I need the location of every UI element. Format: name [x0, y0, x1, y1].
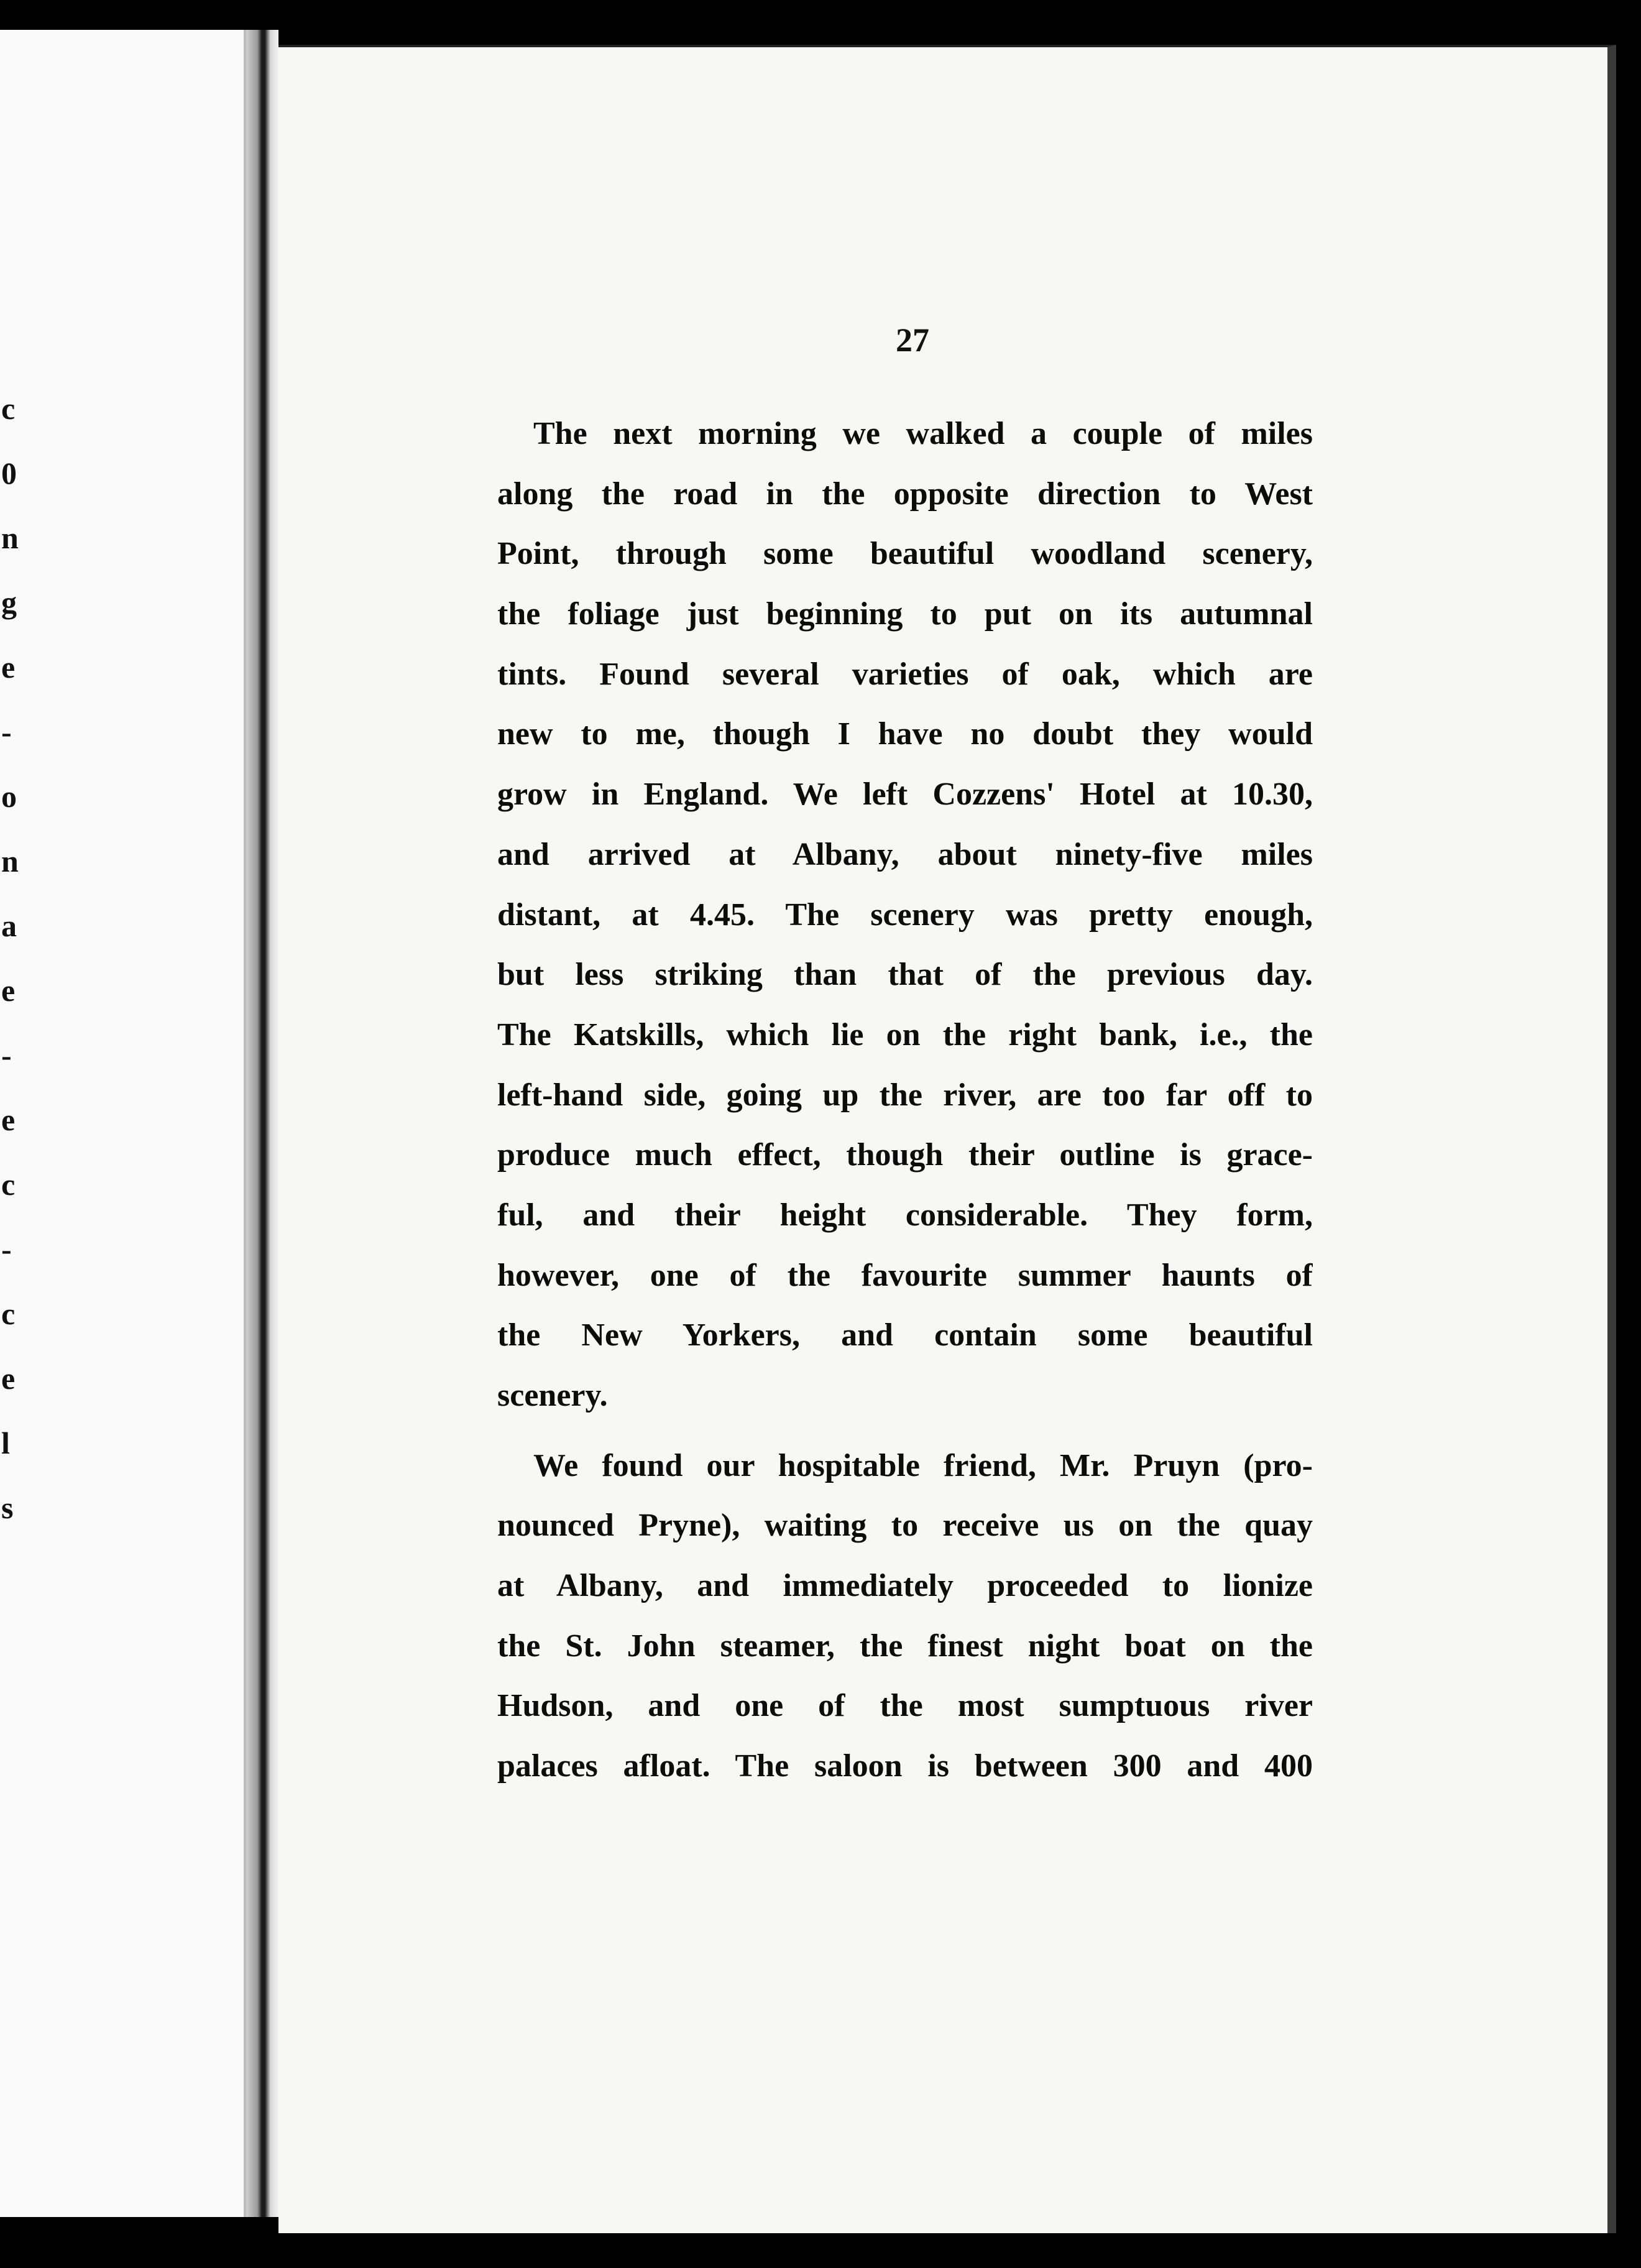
scan-border [0, 2233, 1641, 2268]
text-line: new to me, though I have no doubt they would [497, 716, 1313, 752]
edge-char: g [1, 585, 17, 620]
page-text [497, 404, 1313, 1797]
text-line: ful, and their height considerable. They form, [497, 1197, 1313, 1233]
edge-char: e [1, 1102, 16, 1137]
text-line: Hudson, and one of the most sumptuous river [497, 1688, 1313, 1724]
edge-char: - [1, 1232, 12, 1266]
edge-char: 0 [1, 456, 17, 491]
text-line: however, one of the favourite summer haunts of [497, 1257, 1313, 1293]
edge-char: n [1, 520, 19, 555]
edge-char: s [1, 1490, 14, 1525]
text-line: left-hand side, going up the river, are too far off to [497, 1077, 1313, 1113]
text-line: along the road in the opposite direction to West [497, 476, 1313, 512]
book-page [278, 45, 1616, 2233]
edge-char: e [1, 650, 16, 685]
paragraph-gap [497, 1426, 1313, 1436]
edge-char: c [1, 1296, 16, 1331]
text-line: Point, through some beautiful woodland scenery, [497, 536, 1313, 572]
text-line: at Albany, and immediately proceeded to lionize [497, 1568, 1313, 1604]
paragraph-2 [497, 1436, 1313, 1797]
text-line: grow in England. We left Cozzens' Hotel at 10.30, [497, 777, 1313, 813]
paragraph-1 [497, 404, 1313, 1426]
edge-char: n [1, 844, 19, 878]
previous-page [0, 30, 246, 2217]
text-line: tints. Found several varieties of oak, which are [497, 656, 1313, 692]
edge-char: - [1, 1038, 12, 1072]
text-line: and arrived at Albany, about ninety-five miles [497, 836, 1313, 872]
text-line: the foliage just beginning to put on its autumnal [497, 596, 1313, 632]
edge-char: a [1, 908, 17, 943]
edge-char: l [1, 1426, 10, 1460]
text-line: The next morning we walked a couple of miles [533, 416, 1313, 451]
text-line: the St. John steamer, the finest night boat on the [497, 1628, 1313, 1664]
text-line: nounced Pryne), waiting to receive us on the quay [497, 1508, 1313, 1544]
book-gutter [246, 30, 278, 2217]
text-line: the New Yorkers, and contain some beautiful [497, 1317, 1313, 1353]
text-line: produce much effect, though their outline is grace- [497, 1137, 1313, 1173]
edge-char: o [1, 779, 17, 814]
edge-char: c [1, 1167, 16, 1202]
edge-char: e [1, 973, 16, 1008]
edge-char: c [1, 391, 16, 426]
text-line: palaces afloat. The saloon is between 300 and 400 [497, 1748, 1313, 1784]
text-line: scenery. [497, 1378, 608, 1413]
text-line: but less striking than that of the previous day. [497, 957, 1313, 993]
edge-char: - [1, 714, 12, 749]
edge-char: e [1, 1361, 16, 1396]
text-line: distant, at 4.45. The scenery was pretty enough, [497, 897, 1313, 933]
previous-page-text-edge [0, 30, 25, 2217]
page-number: 27 [896, 321, 929, 359]
text-line: We found our hospitable friend, Mr. Pruyn (pro- [533, 1447, 1313, 1483]
text-line: The Katskills, which lie on the right bank, i.e., the [497, 1016, 1313, 1053]
